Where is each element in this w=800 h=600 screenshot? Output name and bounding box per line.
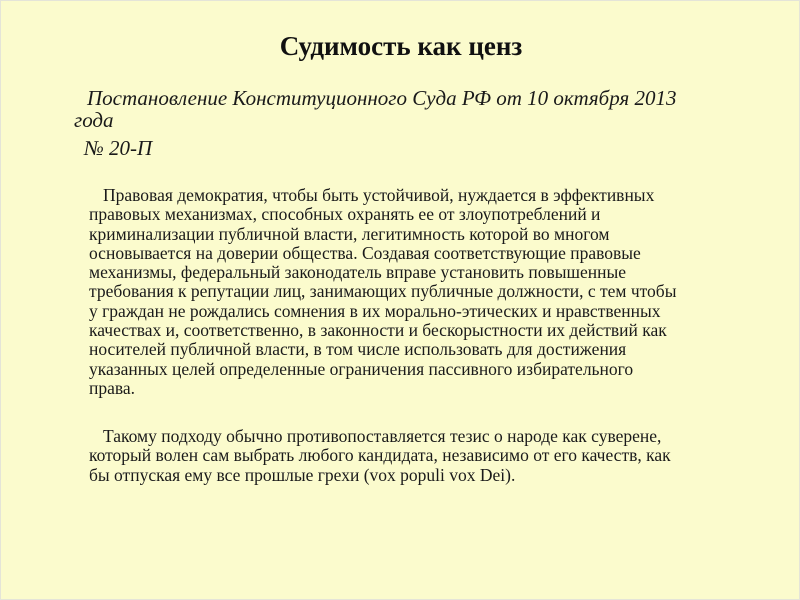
paragraph-line: механизмы, федеральный законодатель вправе установить повышенные <box>89 262 627 283</box>
citation-line: года <box>74 108 114 132</box>
paragraph-line: требования к репутации лиц, занимающих публичные должности, с тем чтобы <box>89 281 677 302</box>
slide-title: Судимость как ценз <box>279 31 523 61</box>
paragraph-line: правовых механизмах, способных охранять ее от злоупотреблений и <box>89 204 601 225</box>
paragraph-line: права. <box>89 377 136 398</box>
paragraph-line: который волен сам выбрать любого кандидата, независимо от его качеств, как <box>89 445 671 466</box>
paragraph-line: Правовая демократия, чтобы быть устойчивой, нуждается в эффективных <box>103 185 655 205</box>
court-ruling-citation <box>74 87 739 159</box>
paragraph-line: основывается на доверии общества. Создавая соответствующие правовые <box>89 242 641 263</box>
paragraph-line: у граждан не рождались сомнения в их морально-этических и нравственных <box>89 300 661 321</box>
paragraph-vox-populi <box>89 427 769 485</box>
paragraph-legal-democracy <box>89 186 769 398</box>
paragraph-line: качествах и, соответственно, в законности и бескорыстности их действий как <box>89 320 667 341</box>
paragraph-line: указанных целей определенные ограничения пассивного избирательного <box>89 358 634 379</box>
ruling-number: № 20-П <box>84 136 153 160</box>
citation-line: Постановление Конституционного Суда РФ от 10 октября 2013 <box>87 86 677 110</box>
paragraph-line: криминализации публичной власти, легитимность которой во многом <box>89 223 610 244</box>
paragraph-line: бы отпуская ему все прошлые грехи (vox populi vox Dei). <box>89 464 516 485</box>
paragraph-line: носителей публичной власти, в том числе использовать для достижения <box>89 339 627 360</box>
paragraph-line: Такому подходу обычно противопоставляется тезис о народе как суверене, <box>103 426 662 446</box>
